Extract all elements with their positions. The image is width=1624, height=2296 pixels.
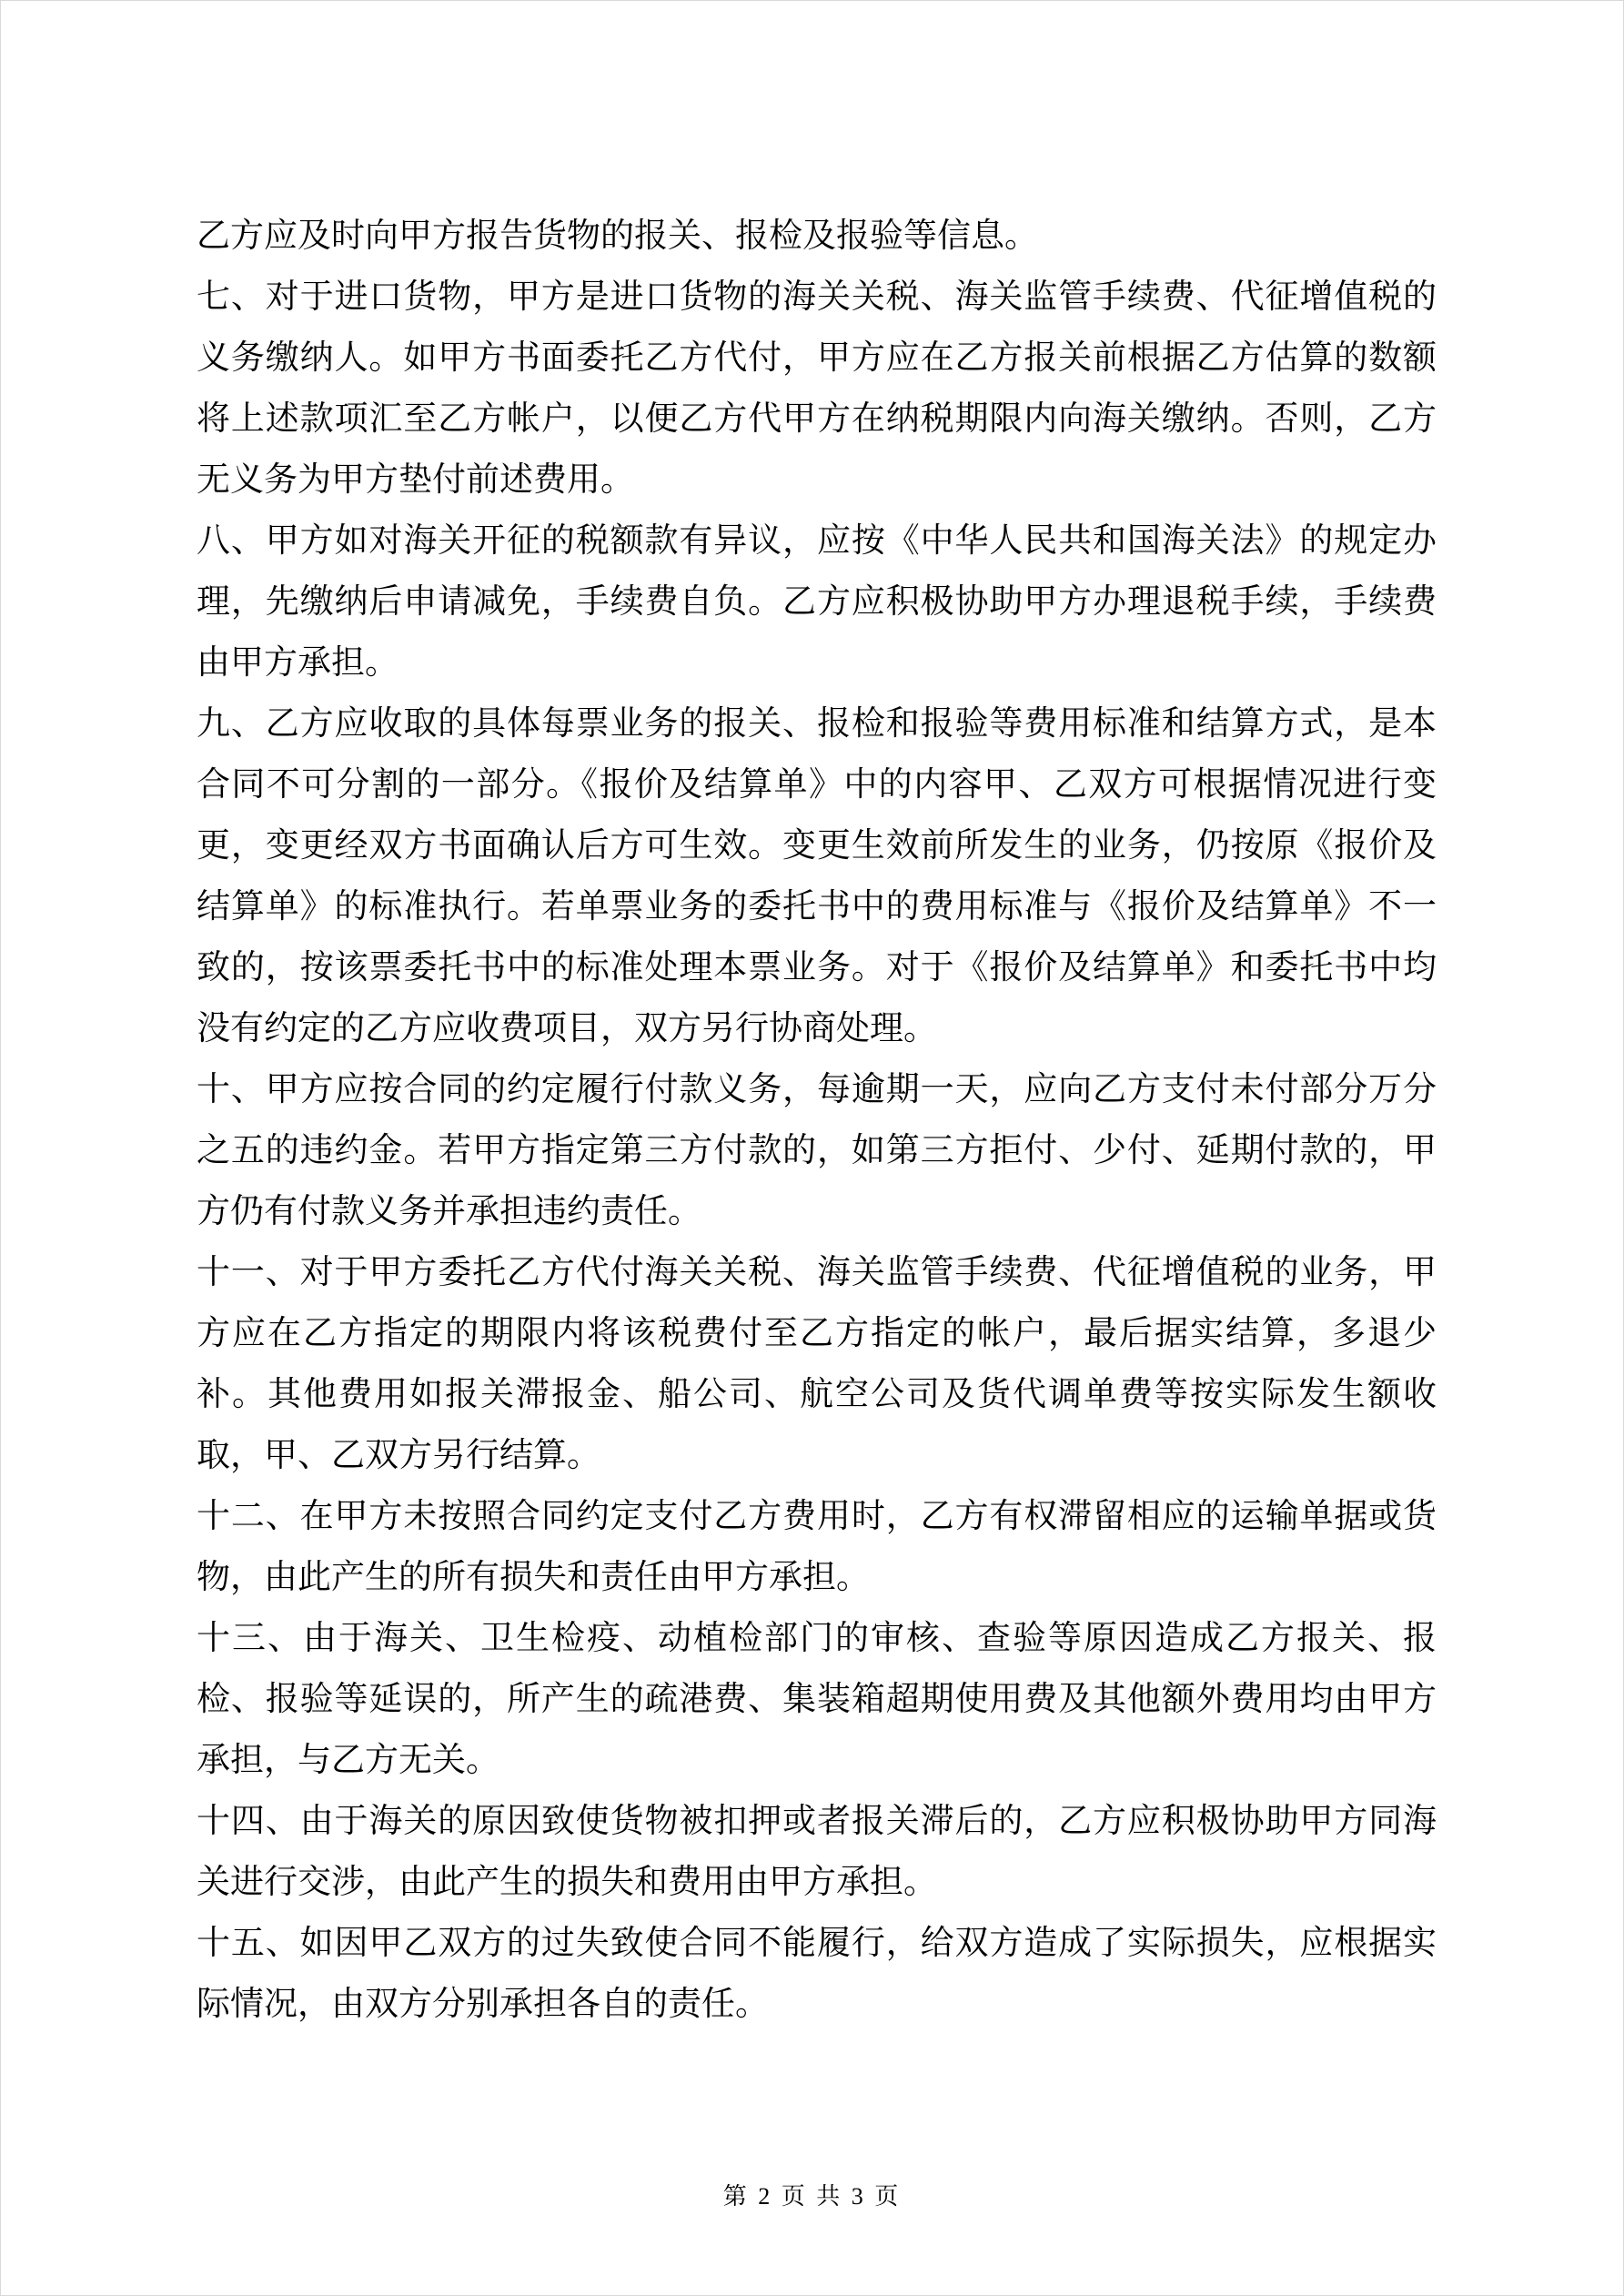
- clause-15: 十五、如因甲乙双方的过失致使合同不能履行，给双方造成了实际损失，应根据实际情况，由双方分别承担各自的责任。: [197, 1925, 1437, 2023]
- page-footer: 第 2 页 共 3 页: [722, 2183, 902, 2210]
- clause-12: 十二、在甲方未按照合同约定支付乙方费用时，乙方有权滞留相应的运输单据或货物，由此产生的所有损失和责任由甲方承担。: [197, 1498, 1437, 1596]
- clause-9: 九、乙方应收取的具体每票业务的报关、报检和报验等费用标准和结算方式，是本合同不可分割的一部分。《报价及结算单》中的内容甲、乙双方可根据情况进行变更，变更经双方书面确认后方可生效。变更生效前所发生的业务，仍按原《报价及结算单》的标准执行。若单票业务的委托书中的费用标准与《报价及结算单》不一致的，按该票委托书中的标准处理本票业务。对于《报价及结算单》和委托书中均没有约定的乙方应收费项目，双方另行协商处理。: [197, 705, 1437, 1047]
- clause-13: 十三、由于海关、卫生检疫、动植检部门的审核、查验等原因造成乙方报关、报检、报验等延误的，所产生的疏港费、集装箱超期使用费及其他额外费用均由甲方承担，与乙方无关。: [197, 1620, 1437, 1779]
- clause-11: 十一、对于甲方委托乙方代付海关关税、海关监管手续费、代征增值税的业务，甲方应在乙方指定的期限内将该税费付至乙方指定的帐户，最后据实结算，多退少补。其他费用如报关滞报金、船公司、航空公司及货代调单费等按实际发生额收取，甲、乙双方另行结算。: [197, 1254, 1437, 1474]
- clause-14: 十四、由于海关的原因致使货物被扣押或者报关滞后的，乙方应积极协助甲方同海关进行交涉，由此产生的损失和费用由甲方承担。: [197, 1803, 1437, 1901]
- paragraph-continuation: 乙方应及时向甲方报告货物的报关、报检及报验等信息。: [197, 217, 1038, 255]
- clause-10: 十、甲方应按合同的约定履行付款义务，每逾期一天，应向乙方支付未付部分万分之五的违约金。若甲方指定第三方付款的，如第三方拒付、少付、延期付款的，甲方仍有付款义务并承担违约责任。: [197, 1071, 1437, 1230]
- clause-7: 七、对于进口货物，甲方是进口货物的海关关税、海关监管手续费、代征增值税的义务缴纳人。如甲方书面委托乙方代付，甲方应在乙方报关前根据乙方估算的数额将上述款项汇至乙方帐户，以便乙方代甲方在纳税期限内向海关缴纳。否则，乙方无义务为甲方垫付前述费用。: [197, 278, 1437, 499]
- document-body: [197, 206, 1437, 2035]
- clause-8: 八、甲方如对海关开征的税额款有异议，应按《中华人民共和国海关法》的规定办理，先缴纳后申请减免，手续费自负。乙方应积极协助甲方办理退税手续，手续费由甲方承担。: [197, 522, 1437, 682]
